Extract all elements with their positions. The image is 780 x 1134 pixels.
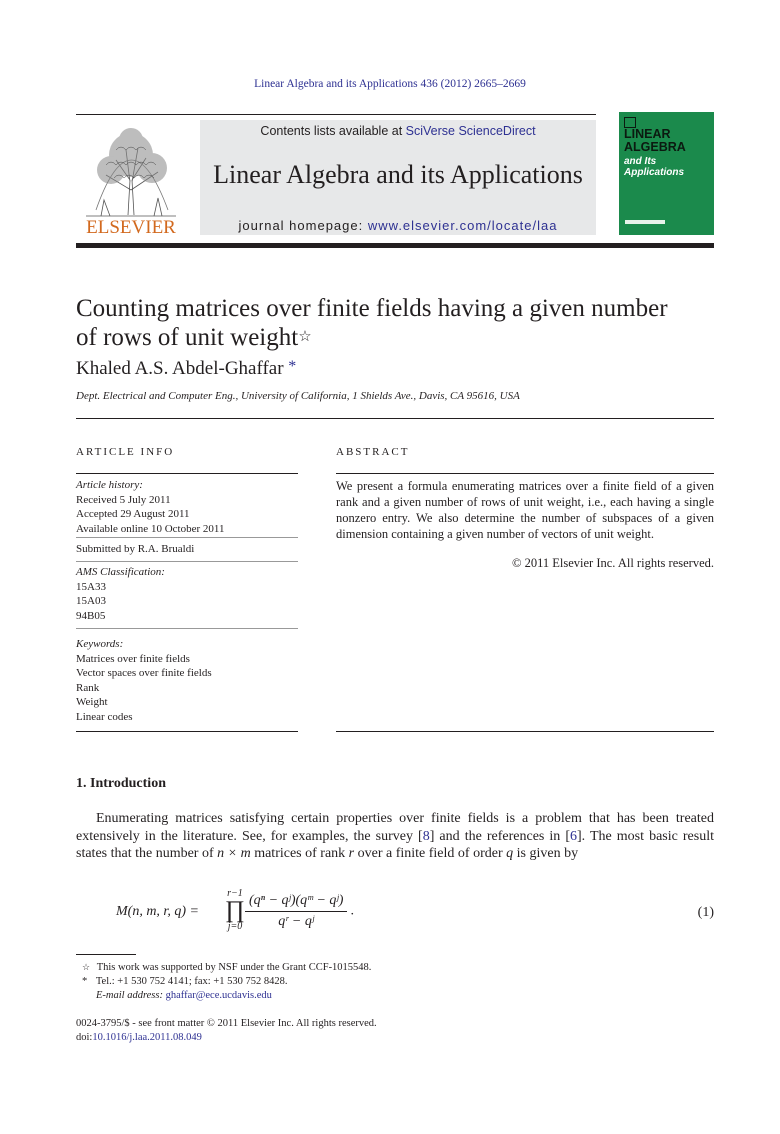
fraction-denominator: qʳ − qʲ <box>278 914 315 929</box>
equation-end: . <box>350 903 355 919</box>
ams-code: 15A33 <box>76 580 106 593</box>
doi-line <box>76 1032 202 1043</box>
doi-link[interactable]: 10.1016/j.laa.2011.08.049 <box>92 1032 202 1043</box>
math-inline: r <box>348 846 355 861</box>
author-footnote-mark[interactable]: * <box>288 358 297 375</box>
submitted-divider <box>76 561 298 562</box>
cover-subtitle-line: and Its <box>624 156 657 167</box>
title-line-2: of rows of unit weight <box>76 324 299 351</box>
reference-link[interactable]: 8 <box>422 828 430 844</box>
abstract-copyright: © 2011 Elsevier Inc. All rights reserved. <box>511 556 714 570</box>
masthead-bottom-rule <box>76 243 714 248</box>
intro-paragraph <box>76 810 714 863</box>
article-info-bottom-rule <box>76 731 298 732</box>
sciencedirect-link[interactable]: SciVerse ScienceDirect <box>405 124 536 138</box>
history-item: Accepted 29 August 2011 <box>76 508 190 520</box>
keyword: Matrices over finite fields <box>76 652 190 665</box>
article-info-rule <box>76 473 298 474</box>
history-item: Received 5 July 2011 <box>76 493 171 506</box>
equation-fraction <box>245 893 354 930</box>
footnote-2 <box>82 976 288 987</box>
footnote-text: This work was supported by NSF under the Grant CCF-1015548. <box>96 962 372 973</box>
section-heading: 1. Introduction <box>76 776 166 791</box>
paper-title <box>76 294 716 352</box>
footnote-email <box>96 990 272 1001</box>
email-link[interactable]: ghaffar@ece.ucdavis.edu <box>165 990 272 1001</box>
article-history <box>76 478 300 536</box>
history-item: Available online 10 October 2011 <box>76 522 225 535</box>
abstract-text: We present a formula enumerating matrices over a finite field of a given rank and a given number of rows of unit weight, i.e., each having a single nonzero entry. We also determine the number of subspaces of a given dimension containing a given number of vectors of unit weight. <box>336 479 714 541</box>
issn-line: 0024-3795/$ - see front matter © 2011 Elsevier Inc. All rights reserved. <box>76 1018 377 1029</box>
ams-code: 94B05 <box>76 609 106 622</box>
ams-code: 15A03 <box>76 595 106 607</box>
keyword: Vector spaces over finite fields <box>76 667 212 679</box>
elsevier-logo[interactable] <box>76 120 186 240</box>
homepage-prefix: journal homepage: <box>238 218 364 233</box>
journal-banner <box>200 120 596 235</box>
keywords-label: Keywords: <box>76 638 124 650</box>
intro-text: is given by <box>513 846 579 861</box>
history-label: Article history: <box>76 479 143 491</box>
product-symbol: ∏ <box>225 897 245 923</box>
intro-text: ]. The most basic result states that the number of <box>76 828 714 861</box>
masthead-top-rule <box>76 114 596 115</box>
intro-text: matrices of rank <box>250 846 349 861</box>
intro-text: over a finite field of order <box>354 846 507 861</box>
math-inline: q <box>506 846 514 861</box>
cover-title-line: ALGEBRA <box>624 140 686 154</box>
article-info-heading: ARTICLE INFO <box>76 446 175 458</box>
fraction <box>245 893 347 930</box>
submitted-by: Submitted by R.A. Brualdi <box>76 543 195 555</box>
abstract-bottom-rule <box>336 731 714 732</box>
intro-text: ] and the references in [ <box>429 828 571 844</box>
cover-strip <box>625 220 665 224</box>
title-footnote-mark[interactable]: ☆ <box>298 329 312 345</box>
journal-citation[interactable]: Linear Algebra and its Applications 436 (2012) 2665–2669 <box>254 78 526 90</box>
abstract-rule <box>336 473 714 474</box>
title-line-1: Counting matrices over finite fields having a given number <box>76 295 668 322</box>
footnote-1 <box>82 962 371 973</box>
intro-text: Enumerating matrices satisfying certain properties over finite fields is a problem that has been treated extensively in the literature. See, for examples, the survey [ <box>76 811 714 844</box>
elsevier-tree-icon <box>76 120 186 240</box>
product-lower-limit: j=0 <box>227 921 243 932</box>
ams-label: AMS Classification: <box>76 566 165 578</box>
author-name: Khaled A.S. Abdel-Ghaffar <box>76 358 284 379</box>
equation-lhs: M(n, m, r, q) = <box>116 904 199 919</box>
keyword: Weight <box>76 696 108 708</box>
homepage-link[interactable]: www.elsevier.com/locate/laa <box>367 218 558 233</box>
reference-link[interactable]: 6 <box>570 828 578 844</box>
cover-subtitle <box>624 156 712 178</box>
keyword: Linear codes <box>76 710 133 723</box>
ams-classification <box>76 565 300 623</box>
footnote-mark: ☆ <box>82 962 91 972</box>
equation-number: (1) <box>697 905 714 920</box>
footnote-mark: * <box>82 976 88 987</box>
affiliation: Dept. Electrical and Computer Eng., University of California, 1 Shields Ave., Davis, CA 95616, USA <box>76 390 520 402</box>
header-rule <box>76 418 714 419</box>
homepage-line <box>200 218 596 233</box>
doi-prefix: doi: <box>76 1032 93 1043</box>
ams-divider <box>76 628 298 629</box>
footnote-text: Tel.: +1 530 752 4141; fax: +1 530 752 8428. <box>95 976 288 987</box>
cover-subtitle-line: Applications <box>624 167 685 178</box>
publisher-wordmark: ELSEVIER <box>86 217 176 238</box>
contents-prefix: Contents lists available at <box>260 124 403 138</box>
abstract-heading: ABSTRACT <box>336 446 410 458</box>
journal-title: Linear Algebra and its Applications <box>213 160 583 189</box>
keyword: Rank <box>76 681 100 694</box>
journal-cover[interactable] <box>619 112 714 235</box>
footnote-rule <box>76 954 136 955</box>
keywords <box>76 637 300 724</box>
cover-title-line: LINEAR <box>624 127 671 141</box>
cover-title <box>624 128 712 154</box>
math-inline: n × m <box>217 846 251 861</box>
contents-line <box>200 124 596 138</box>
history-divider <box>76 537 298 538</box>
email-label: E-mail address: <box>96 990 163 1001</box>
author-line <box>76 358 296 380</box>
fraction-numerator: (qⁿ − qʲ)(qᵐ − qʲ) <box>245 893 347 912</box>
product-upper-limit: r−1 <box>227 888 243 899</box>
